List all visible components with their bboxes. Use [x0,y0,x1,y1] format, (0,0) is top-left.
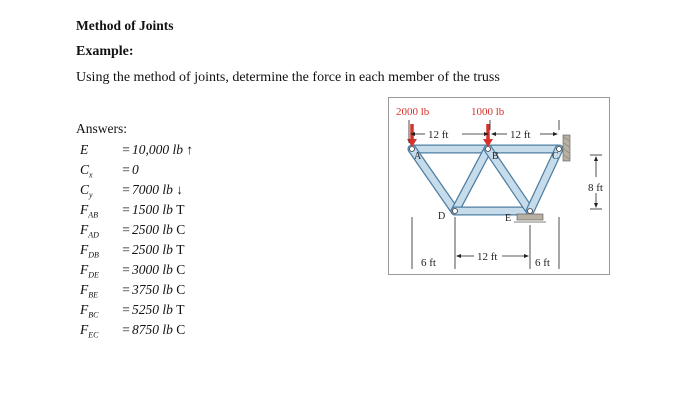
answer-value: 8750 lb [132,322,173,337]
answer-value: 5250 lb [132,302,173,317]
answer-symbol-base: F [80,282,89,297]
answer-direction: T [176,242,185,257]
answer-symbol-base: F [80,222,89,237]
pin-b [486,147,491,152]
joint-label-a: A [414,151,422,162]
bottom-label-1: 6 ft [421,257,436,269]
equals-sign: = [122,262,130,277]
span-label-2: 12 ft [510,129,531,141]
problem-statement: Using the method of joints, determine the force in each member of the truss [76,70,500,85]
wall-support [563,135,570,161]
truss-figure [388,97,610,275]
answer-direction: ↓ [176,182,184,197]
joint-label-d: D [438,211,446,222]
answer-symbol-subscript: EC [88,330,99,340]
span-label-1: 12 ft [428,129,449,141]
equals-sign: = [122,162,130,177]
joint-label-e: E [505,213,512,224]
answer-symbol [80,320,120,346]
answer-direction: ↑ [186,142,194,157]
answer-symbol-subscript: AB [88,210,99,220]
load-label-b: 1000 lb [471,106,505,118]
answer-item [80,140,193,160]
pin-e [528,209,533,214]
answer-item [80,240,193,260]
answer-symbol-subscript: DE [88,270,99,280]
answers-list [80,140,193,340]
equals-sign: = [122,142,130,157]
answer-symbol-base: F [80,202,89,217]
answer-symbol-subscript: BC [88,310,99,320]
answer-item [80,220,193,240]
answer-symbol-base: F [80,262,89,277]
answer-symbol-base: C [80,162,90,177]
height-label: 8 ft [588,182,603,194]
answer-value: 0 [132,162,139,177]
pin-d [453,209,458,214]
answer-symbol-subscript: BE [88,290,99,300]
answer-value: 3750 lb [132,282,173,297]
load-label-a: 2000 lb [396,106,430,118]
answer-value: 2500 lb [132,242,173,257]
answer-value: 3000 lb [132,262,173,277]
equals-sign: = [122,182,130,197]
answer-direction: T [176,202,185,217]
answer-symbol-base: F [80,322,89,337]
answer-item [80,180,193,200]
answer-symbol-base: E [80,142,89,157]
equals-sign: = [122,322,130,337]
equals-sign: = [122,222,130,237]
answer-direction: C [176,282,186,297]
answer-item [80,160,193,180]
answer-symbol-base: C [80,182,90,197]
answer-item [80,260,193,280]
answer-symbol-subscript: DB [88,250,99,260]
answers-heading: Answers: [76,121,127,136]
answer-symbol-subscript: y [89,190,93,200]
joint-label-b: B [492,151,499,162]
page-title: Method of Joints [76,18,174,33]
answer-symbol-subscript: x [89,170,93,180]
figure-frame [389,98,610,275]
answer-value: 10,000 lb [132,142,184,157]
equals-sign: = [122,242,130,257]
answer-item [80,280,193,300]
bottom-label-3: 6 ft [535,257,550,269]
answer-item [80,200,193,220]
equals-sign: = [122,302,130,317]
answer-symbol [80,140,120,160]
answer-direction: C [176,322,186,337]
answer-value: 1500 lb [132,202,173,217]
answer-direction: C [176,222,186,237]
answer-value: 2500 lb [132,222,173,237]
answer-item [80,300,193,320]
joint-label-c: C [552,151,559,162]
answer-direction: C [176,262,186,277]
equals-sign: = [122,282,130,297]
answer-symbol-base: F [80,302,89,317]
answer-symbol-base: F [80,242,89,257]
answer-direction: T [176,302,185,317]
answer-item [80,320,193,340]
bottom-label-2: 12 ft [477,251,498,263]
answer-value: 7000 lb [132,182,173,197]
example-heading: Example: [76,44,134,59]
equals-sign: = [122,202,130,217]
answer-symbol-subscript: AD [88,230,99,240]
